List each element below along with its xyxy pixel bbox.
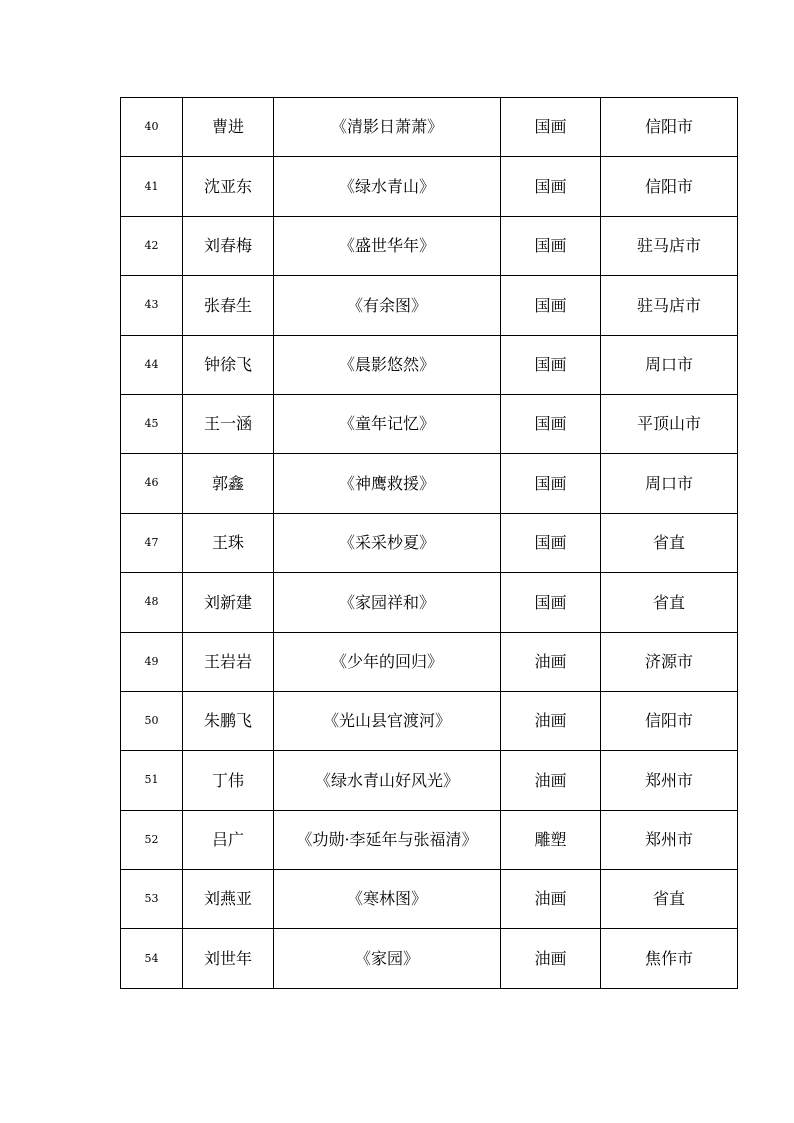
artist-name: 丁伟 xyxy=(183,751,274,810)
artist-city: 驻马店市 xyxy=(601,276,738,335)
artwork-title: 《光山县官渡河》 xyxy=(274,691,501,750)
table-row xyxy=(121,394,738,453)
artist-city: 省直 xyxy=(601,573,738,632)
artwork-type: 油画 xyxy=(501,751,601,810)
artwork-type: 国画 xyxy=(501,454,601,513)
artist-city: 信阳市 xyxy=(601,691,738,750)
artwork-title: 《绿水青山好风光》 xyxy=(274,751,501,810)
table-row xyxy=(121,98,738,157)
artwork-title: 《家园祥和》 xyxy=(274,573,501,632)
artwork-title: 《晨影悠然》 xyxy=(274,335,501,394)
artist-name: 郭鑫 xyxy=(183,454,274,513)
artist-city: 郑州市 xyxy=(601,810,738,869)
artwork-type: 油画 xyxy=(501,691,601,750)
artwork-type: 雕塑 xyxy=(501,810,601,869)
artist-name: 吕广 xyxy=(183,810,274,869)
table-body xyxy=(121,98,738,989)
artist-city: 信阳市 xyxy=(601,157,738,216)
artwork-title: 《绿水青山》 xyxy=(274,157,501,216)
artist-city: 郑州市 xyxy=(601,751,738,810)
artist-city: 焦作市 xyxy=(601,929,738,988)
artwork-title: 《盛世华年》 xyxy=(274,216,501,275)
artist-name: 曹进 xyxy=(183,98,274,157)
table-row xyxy=(121,454,738,513)
artwork-title: 《家园》 xyxy=(274,929,501,988)
artist-city: 济源市 xyxy=(601,632,738,691)
artist-name: 刘新建 xyxy=(183,573,274,632)
row-number: 42 xyxy=(121,216,183,275)
row-number: 46 xyxy=(121,454,183,513)
artwork-title: 《有余图》 xyxy=(274,276,501,335)
artwork-type: 国画 xyxy=(501,573,601,632)
artwork-type: 油画 xyxy=(501,929,601,988)
artist-city: 平顶山市 xyxy=(601,394,738,453)
artwork-type: 国画 xyxy=(501,276,601,335)
artist-name: 刘春梅 xyxy=(183,216,274,275)
row-number: 43 xyxy=(121,276,183,335)
table-row xyxy=(121,573,738,632)
artist-name: 沈亚东 xyxy=(183,157,274,216)
row-number: 40 xyxy=(121,98,183,157)
artist-name: 朱鹏飞 xyxy=(183,691,274,750)
row-number: 49 xyxy=(121,632,183,691)
artist-city: 驻马店市 xyxy=(601,216,738,275)
artwork-title: 《少年的回归》 xyxy=(274,632,501,691)
table-row xyxy=(121,929,738,988)
row-number: 52 xyxy=(121,810,183,869)
artwork-type: 国画 xyxy=(501,513,601,572)
row-number: 51 xyxy=(121,751,183,810)
artwork-type: 国画 xyxy=(501,335,601,394)
artwork-title: 《寒林图》 xyxy=(274,870,501,929)
table-row xyxy=(121,276,738,335)
artist-name: 刘世年 xyxy=(183,929,274,988)
table-row xyxy=(121,216,738,275)
artwork-type: 国画 xyxy=(501,157,601,216)
row-number: 45 xyxy=(121,394,183,453)
artwork-type: 油画 xyxy=(501,632,601,691)
artwork-title: 《童年记忆》 xyxy=(274,394,501,453)
row-number: 53 xyxy=(121,870,183,929)
artwork-title: 《采采杪夏》 xyxy=(274,513,501,572)
artwork-title: 《清影日萧萧》 xyxy=(274,98,501,157)
artwork-type: 国画 xyxy=(501,216,601,275)
artist-name: 张春生 xyxy=(183,276,274,335)
row-number: 50 xyxy=(121,691,183,750)
row-number: 47 xyxy=(121,513,183,572)
table-row xyxy=(121,632,738,691)
artwork-type: 油画 xyxy=(501,870,601,929)
artwork-type: 国画 xyxy=(501,394,601,453)
artist-name: 王珠 xyxy=(183,513,274,572)
artist-city: 信阳市 xyxy=(601,98,738,157)
row-number: 41 xyxy=(121,157,183,216)
artist-name: 王一涵 xyxy=(183,394,274,453)
table-row xyxy=(121,335,738,394)
artist-name: 刘燕亚 xyxy=(183,870,274,929)
table-row xyxy=(121,810,738,869)
row-number: 48 xyxy=(121,573,183,632)
artist-name: 钟徐飞 xyxy=(183,335,274,394)
artwork-type: 国画 xyxy=(501,98,601,157)
artist-city: 省直 xyxy=(601,513,738,572)
artist-name: 王岩岩 xyxy=(183,632,274,691)
artwork-list-table xyxy=(120,97,738,989)
table-row xyxy=(121,691,738,750)
row-number: 54 xyxy=(121,929,183,988)
table-row xyxy=(121,870,738,929)
artwork-title: 《神鹰救援》 xyxy=(274,454,501,513)
artist-city: 省直 xyxy=(601,870,738,929)
artist-city: 周口市 xyxy=(601,335,738,394)
artwork-title: 《功勋·李延年与张福清》 xyxy=(274,810,501,869)
table-row xyxy=(121,157,738,216)
table-row xyxy=(121,751,738,810)
row-number: 44 xyxy=(121,335,183,394)
table-row xyxy=(121,513,738,572)
artist-city: 周口市 xyxy=(601,454,738,513)
